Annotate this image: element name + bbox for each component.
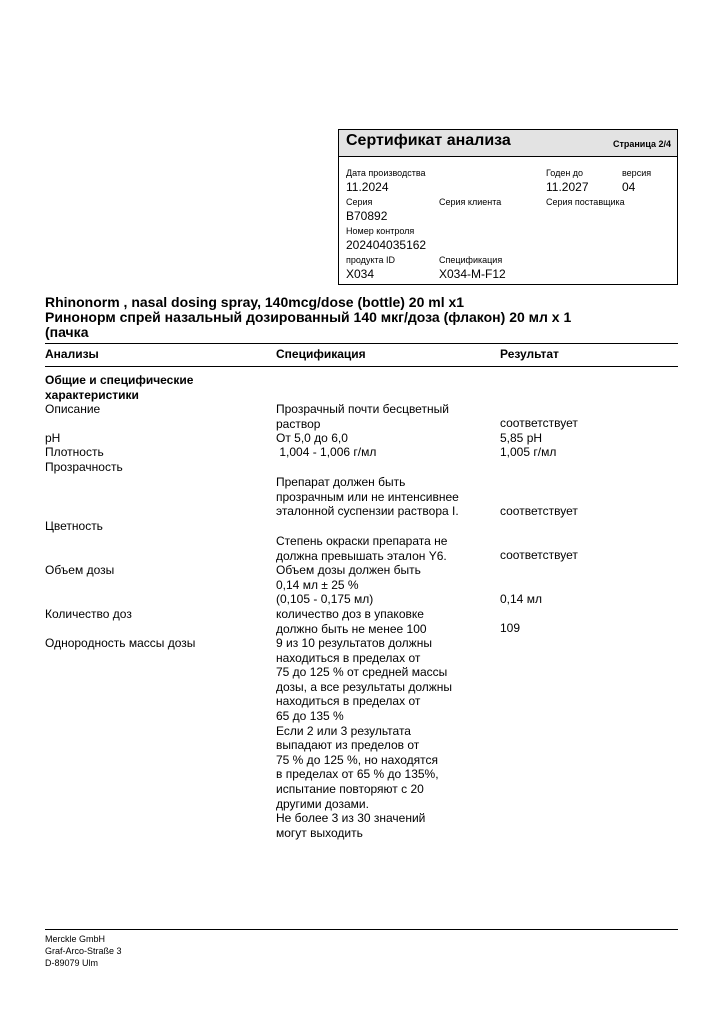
product-id: X034 xyxy=(346,267,375,281)
certificate-header xyxy=(338,129,678,285)
supplier-batch-label: Серия поставщика xyxy=(546,197,625,207)
row-description-name: Описание xyxy=(45,402,101,416)
batch-value: B70892 xyxy=(346,209,388,223)
row-density-spec: 1,004 - 1,006 г/мл xyxy=(276,445,377,459)
row-clarity-spec: Препарат должен быть прозрачным или не интенсивнее эталонной суспензии раствора I. xyxy=(276,475,459,519)
row-clarity-name: Прозрачность xyxy=(45,460,123,474)
product-name-ru: Ринонорм спрей назальный дозированный 140 мкг/доза (флакон) 20 мл х 1 xyxy=(45,309,572,325)
section-title: Общие и специфические характеристики xyxy=(45,373,194,402)
row-ph-name: pH xyxy=(45,431,61,445)
row-description-spec: Прозрачный почти бесцветный раствор xyxy=(276,402,449,431)
version-value: 04 xyxy=(622,180,636,194)
expiry-date: 11.2027 xyxy=(546,180,589,194)
column-header-specification: Спецификация xyxy=(276,347,366,361)
row-density-result: 1,005 г/мл xyxy=(500,445,557,459)
row-density-name: Плотность xyxy=(45,445,104,459)
column-header-analysis: Анализы xyxy=(45,347,99,361)
control-number: 202404035162 xyxy=(346,238,427,252)
spec-value: X034-M-F12 xyxy=(439,267,506,281)
production-date-label: Дата производства xyxy=(346,168,426,178)
product-name-ru-cont: (пачка xyxy=(45,324,89,340)
row-color-result: соответствует xyxy=(500,548,578,562)
product-id-label: продукта ID xyxy=(346,255,396,265)
expiry-label: Годен до xyxy=(546,168,584,178)
batch-label: Серия xyxy=(346,197,373,207)
row-dose-volume-result: 0,14 мл xyxy=(500,592,542,606)
table-top-divider xyxy=(45,343,678,344)
footer-divider xyxy=(45,929,678,930)
row-dose-volume-spec: Объем дозы должен быть 0,14 мл ± 25 % (0,105 - 0,175 мл) xyxy=(276,563,421,607)
row-ph-spec: От 5,0 до 6,0 xyxy=(276,431,348,445)
page-number: Страница 2/4 xyxy=(612,139,671,149)
row-dose-uniformity-name: Однородность массы дозы xyxy=(45,636,196,650)
row-color-name: Цветность xyxy=(45,519,103,533)
row-color-spec: Степень окраски препарата не должна превышать эталон Y6. xyxy=(276,534,448,563)
version-label: версия xyxy=(622,168,652,178)
row-clarity-result: соответствует xyxy=(500,504,578,518)
row-dose-count-name: Количество доз xyxy=(45,607,132,621)
certificate-title: Сертификат анализа xyxy=(346,132,511,149)
client-batch-label: Серия клиента xyxy=(439,197,502,207)
product-name-en: Rhinonorm , nasal dosing spray, 140mcg/dose (bottle) 20 ml x1 xyxy=(45,294,465,310)
row-dose-count-spec: количество доз в упаковке должно быть не менее 100 xyxy=(276,607,427,636)
footer-city: D-89079 Ulm xyxy=(45,958,99,968)
spec-label: Спецификация xyxy=(439,255,503,265)
production-date: 11.2024 xyxy=(346,180,389,194)
row-dose-count-result: 109 xyxy=(500,621,521,635)
row-ph-result: 5,85 pH xyxy=(500,431,543,445)
footer-street: Graf-Arco-Straße 3 xyxy=(45,946,122,956)
footer-company: Merckle GmbH xyxy=(45,934,106,944)
header-divider xyxy=(45,366,678,367)
row-dose-uniformity-spec: 9 из 10 результатов должны находиться в пределах от 75 до 125 % от средней массы дозы, а все результаты должны находиться в пределах от 65 до 135 % Если 2 или 3 результата выпадают из пределов от 75 % до 125 %, но находятся в пределах от 65 % до 135%, испытание повторяют с 20 другими дозами. Не более 3 из 30 значений могут выходить xyxy=(276,636,453,840)
row-description-result: соответствует xyxy=(500,416,578,430)
row-dose-volume-name: Объем дозы xyxy=(45,563,115,577)
control-number-label: Номер контроля xyxy=(346,226,415,236)
column-header-result: Результат xyxy=(500,347,559,361)
